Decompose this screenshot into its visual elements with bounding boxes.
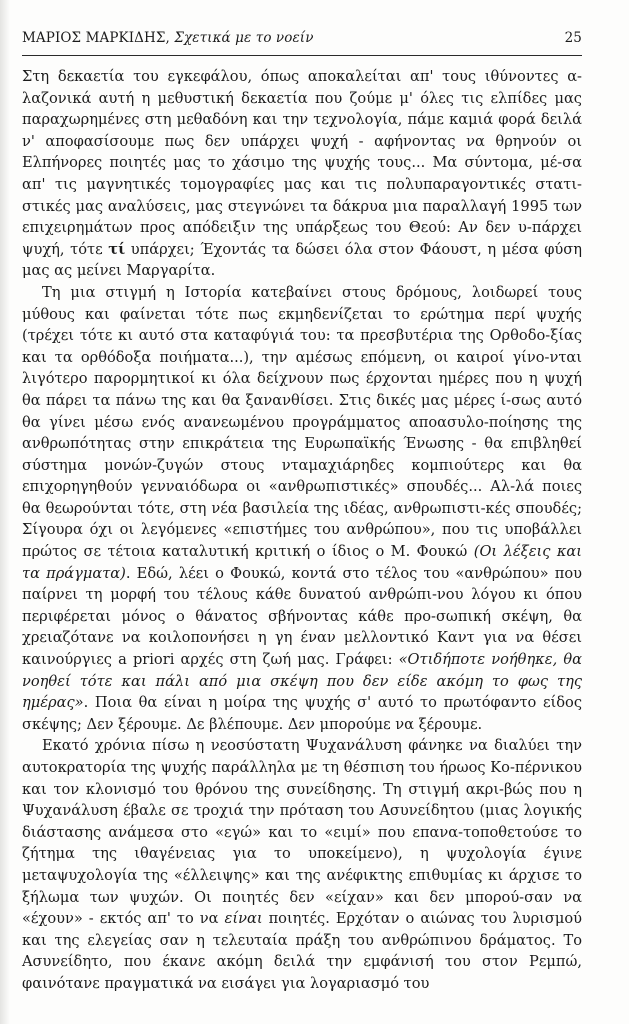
- body-text: [22, 66, 582, 995]
- running-head-title: Σχετικά με το νοείν: [174, 30, 314, 46]
- italic-emphasis: είναι: [224, 910, 263, 928]
- paragraph-3: [22, 735, 582, 994]
- page-number: 25: [564, 30, 582, 46]
- text-run: . Ποια θα είναι η μοίρα της ψυχής σ' αυτό το πρωτόφαντο είδος σκέψης; Δεν ξέρουμε. Δε βλέπουμε. Δεν μπορούμε να ξέρουμε.: [22, 694, 582, 733]
- paragraph-1: [22, 66, 582, 282]
- paragraph-2: [22, 282, 582, 735]
- italic-book-title: (Οι λέξεις και τα πράγματα): [22, 543, 582, 582]
- text-run: υπάρχει; Έχοντάς τα δώσει όλα στον Φάουστ, η μέσα φύση μας ας μείνει Μαργαρίτα.: [22, 240, 582, 280]
- running-head-author: ΜΑΡΙΟΣ ΜΑΡΚΙΔΗΣ,: [22, 30, 170, 46]
- running-head: [22, 30, 582, 52]
- page-gutter-shadow: [0, 0, 10, 1024]
- text-run: . Εδώ, λέει ο Φουκώ, κοντά στο τέλος του «ανθρώπου» που παίρνει τη μορφή του τέλους κάθε δυνατού ανθρώπι-νου λόγου κι όπου περιφέρεται μόνος ο θάνατος σβήνοντας κάθε προ-σωπική σκέψη, θα χρειαζότανε να κοιλοπονήσει η γη έναν μελλοντικό Καντ για να θέσει καινούργιες a priori αρχές στη ζωή μας. Γράφει:: [22, 564, 583, 669]
- italic-quotation: «Οτιδήποτε νοήθηκε, θα νοηθεί τότε και πάλι από μια σκέψη που δεν είδε ακόμη το φως της ημέρας»: [22, 651, 582, 712]
- header-rule: [22, 55, 582, 56]
- text-run: Στη δεκαετία του εγκεφάλου, όπως αποκαλείται απ' τους ιθύνοντες α-λαζονικά αυτή η μεθυστική δεκαετία που ζούμε μ' όλες τις ελπίδες μας παραχωρημένες στη μεθαδόνη και την τεχνολογία, πάμε καμιά φορά δειλά ν' αποφασίσουμε πως δεν υπάρχει ψυχή - αφήνοντας να θρηνούν οι Ελπήνορες ποιητές μας το χάσιμο της ψυχής τους... Μα σύντομα, μέ-σα απ' τις μαγνητικές τομογραφίες μας και τις πολυπαραγοντικές στατι-στικές μας αναλύσεις, μας στεγνώνει τα δάκρυα μια παραλλαγή 1995 των επιχειρημάτων προς απόδειξιν της υπάρξεως του Θεού: Αν δεν υ-πάρχει ψυχή, τότε: [22, 68, 582, 258]
- bold-text-run: τί: [108, 240, 126, 258]
- text-run: ποιητές. Ερχόταν ο αιώνας του λυρισμού και της ελεγείας σαν η τελευταία πράξη του ανθρώπινου δράματος. Το Ασυνείδητο, που έκανε ακόμη δειλά την εμφάνισή του στον Ρεμπώ, φαινότανε πραγματικά να εισάγει για λογαριασμό του: [22, 910, 582, 992]
- text-run: Τη μια στιγμή η Ιστορία κατεβαίνει στους δρόμους, λοιδωρεί τους μύθους και φαίνεται τότε πως εκμηδενίζεται το ερώτημα περί ψυχής (τρέχει τότε κι αυτό στα καταφύγιά του: τα πρεσβυτέρια της Ορθοδο-ξίας και τα ορθόδοξα ποιήματα...), την αμέσως επόμενη, οι καιροί γίνο-νται λιγότερο παρορμητικοί κι όλα δείχνουν πως έρχονται ημέρες που η ψυχή θα πάρει τα πάνω της και θα ξανανθίσει. Στις δικές μας μέρες ί-σως αυτό θα γίνει μέσω ενός ανανεωμένου προγράμματος αποασυλο-ποίησης της ανθρωπότητας στην επικράτεια της Ευρωπαϊκής Ένωσης - θα επιβληθεί σύστημα μονών-ζυγών στους νταμαχιάρηδες κομπιούτερς και θα επιχορηγηθούν γενναιόδωρα οι «ανθρωπιστικές» σπουδές... Αλ-λά ποιες θα θεωρούνται τότε, στη νέα βασιλεία της ιδέας, ανθρωπιστι-κές σπουδές; Σίγουρα όχι οι λεγόμενες «επιστήμες του ανθρώπου», που τις υποβάλλει πρώτος σε τέτοια καταλυτική κριτική ο ίδιος ο Μ. Φουκώ: [22, 283, 582, 561]
- text-run: Εκατό χρόνια πίσω η νεοσύστατη Ψυχανάλυση φάνηκε να διαλύει την αυτοκρατορία της ψυχής παράλληλα με τη θέσπιση του ήρωος Κο-πέρνικου και τον κλονισμό του θρόνου της συνείδησης. Τη στιγμή ακρι-βώς που η Ψυχανάλυση έβαλε σε τροχιά την πρόταση του Ασυνείδητου (μιας λογικής διάστασης ανάμεσα στο «εγώ» και το «ειμί» που επανα-τοποθετούσε το ζήτημα της ιθαγένειας για το υποκείμενο), η ψυχολογία έγινε μεταψυχολογία της «έλλειψης» και της ανέφικτης επιθυμίας κι άρχισε το ξήλωμα των ψυχών. Οι ποιητές δεν «είχαν» και δεν μπορού-σαν να «έχουν» - εκτός απ' το να: [22, 737, 582, 928]
